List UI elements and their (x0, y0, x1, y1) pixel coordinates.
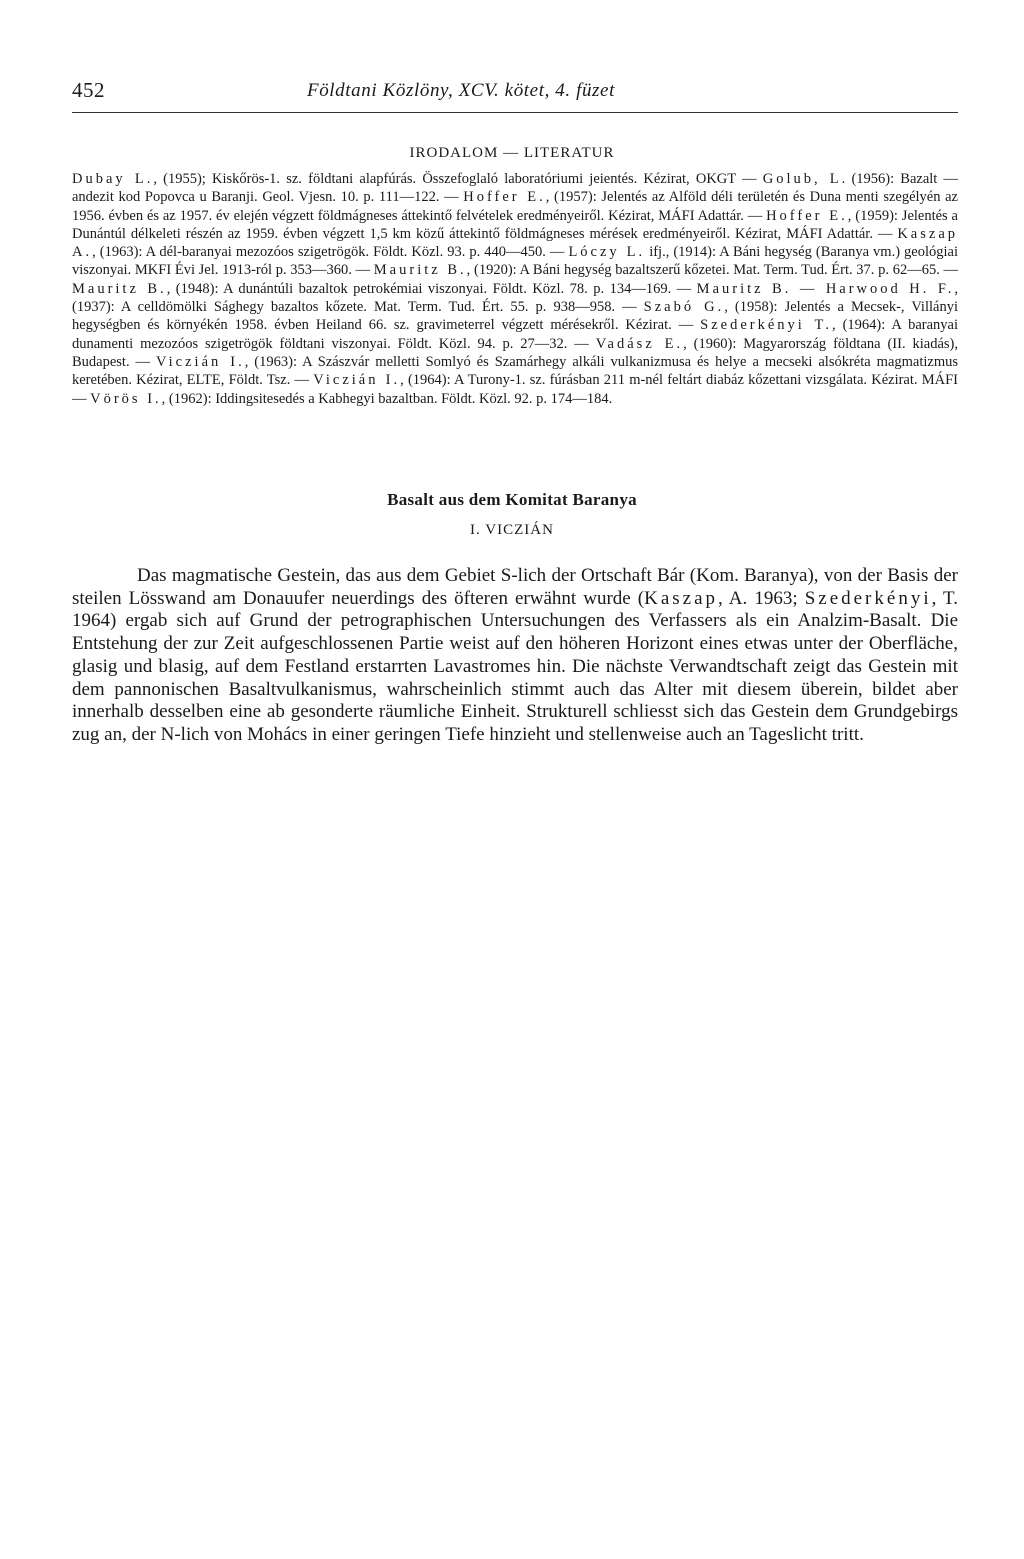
article-body (72, 565, 958, 747)
header-rule (72, 112, 958, 113)
reference-text: , (1963): A dél-baranyai mezozóos szigetrögök. Földt. Közl. 93. p. 440—450. — (92, 244, 569, 261)
reference-author: Vadász E. (595, 335, 684, 352)
reference-text: , (1962): Iddingsitesedés a Kabhegyi bazaltban. Földt. Közl. 92. p. 174—184. (161, 390, 613, 407)
reference-author: Lóczy L. (568, 244, 646, 261)
reference-author: Golub, L (762, 171, 842, 187)
reference-text: , (1955); Kiskőrös-1. sz. földtani alapfúrás. Összefoglaló laboratóriumi jeientés. Kézirat, OKGT — (153, 171, 763, 187)
reference-text: , (1964): A baranyai dunamenti mezozóos szigetrögök földtani viszonyai. Földt. Közl. 94. p. 27—32. — (72, 317, 958, 352)
citation-author: Kaszap (644, 587, 719, 609)
references-heading: IRODALOM — LITERATUR (409, 145, 615, 161)
citation-text: , A. 1963; (718, 587, 805, 609)
article-author: I. VICZIÁN (470, 522, 554, 538)
reference-text: , (1937): A celldömölki Sághegy bazaltos kőzete. Mat. Term. Tud. Ért. 55. p. 938—958. — (72, 280, 958, 316)
body-text: Das magmatische Gestein, das aus dem Gebiet S-lich der Ortschaft Bár (Kom. Baranya), von der Basis der steilen Lösswand am Donauufer neuerdings des öfteren erwähnt wurde ( (72, 565, 958, 609)
journal-title: Földtani Közlöny, XCV. kötet, 4. füzet (307, 80, 615, 101)
reference-text: , (1964): A Turony-1. sz. fúrásban 211 m-nél feltárt diabáz kőzettani vizsgálata. Kézirat. MÁFI — (72, 372, 958, 407)
reference-author: Kaszap A. (72, 225, 958, 261)
reference-text: , (1920): A Báni hegység bazaltszerű kőzetei. Mat. Term. Tud. Ért. 37. p. 62—65. — (466, 262, 959, 279)
reference-author: Mauritz B. (72, 280, 167, 297)
reference-author: Mauritz B. (373, 262, 467, 279)
running-head (72, 78, 958, 108)
reference-text: , (1958): Jelentés a Mecsek-, Villányi hegységben és környékén 1958. évben Heiland 66. sz. gravimeterrel végzett mérésekről. Kézirat. — (72, 299, 958, 334)
reference-text: , (1963): A Szászvár melletti Somlyó és Szamárhegy alkáli vulkanizmusa és helye a mecseki alsókréta magmatizmus keretében. Kézirat, ELTE, Földt. Tsz. — (72, 353, 959, 389)
reference-text: , (1959): Jelentés a Dunántúl délkeleti részén az 1959. évben végzett 1,5 km közű áttekintő földmágneses mérések eredményeiről. Kézirat, MÁFI Adattár. — (72, 207, 958, 242)
references-paragraph (72, 170, 958, 408)
reference-author: Viczián I. (156, 353, 245, 370)
article-paragraph (72, 565, 958, 747)
reference-text: . (1956): Bazalt — andezit kod Popovca u Baranji. Geol. Vjesn. 10. p. 111—122. — (72, 171, 959, 206)
reference-author: Hoffer E. (463, 189, 546, 206)
references-list (72, 170, 958, 408)
page-number: 452 (72, 78, 105, 102)
reference-author: Szederkényi T. (700, 317, 832, 334)
reference-author: Hoffer E. (766, 207, 848, 224)
citation-text: , T. 1964) (72, 587, 959, 632)
reference-author: Viczián I. (313, 372, 401, 389)
reference-text: , (1948): A dunántúli bazaltok petrokémiai viszonyai. Földt. Közl. 78. p. 134—169. — (166, 280, 697, 297)
reference-author: Mauritz B. — Harwood H. F. (696, 280, 955, 297)
reference-author: Dubay L. (72, 171, 154, 187)
reference-author: Vörös I. (90, 390, 162, 407)
reference-author: Szabó G. (643, 299, 725, 316)
citation-author: Szederkényi (804, 587, 932, 609)
reference-text: , (1960): Magyarország földtana (II. kiadás), Budapest. — (72, 335, 958, 370)
reference-text: ifj., (1914): A Báni hegység (Baranya vm.) geológiai viszonyai. MKFI Évi Jel. 1913-ról p. 353—360. — (72, 244, 959, 279)
body-text: ergab sich auf Grund der petrographischen Untersuchungen des Verfassers als ein Analzim-Basalt. Die Entstehung der zur Zeit aufgeschlossenen Partie weist auf den höheren Horizont eines etwas unter der Oberfläche, glasig und blasig, auf dem Festland erstarrten Lavastromes hin. Die nächste Verwandtschaft zeigt das Gestein mit dem pannonischen Basaltvulkanismus, wahrscheinlich stimmt auch das Alter mit diesem überein, bildet aber innerhalb desselben eine ab gesonderte räumliche Einheit. Strukturell schliesst sich das Gestein dem Grundgebirgs zug an, der N-lich von Mohács in einer geringen Tiefe hinzieht und stellenweise auch an Tageslicht tritt. (72, 610, 958, 745)
article-title: Basalt aus dem Komitat Baranya (387, 490, 637, 509)
reference-text: , (1957): Jelentés az Alföld déli területén és Duna menti szegélyén az 1956. évben és az 1957. év elején végzett földmágneses áttekintő felvételek eredményeiről. Kézirat, MÁFI Adattár. — (72, 189, 958, 224)
